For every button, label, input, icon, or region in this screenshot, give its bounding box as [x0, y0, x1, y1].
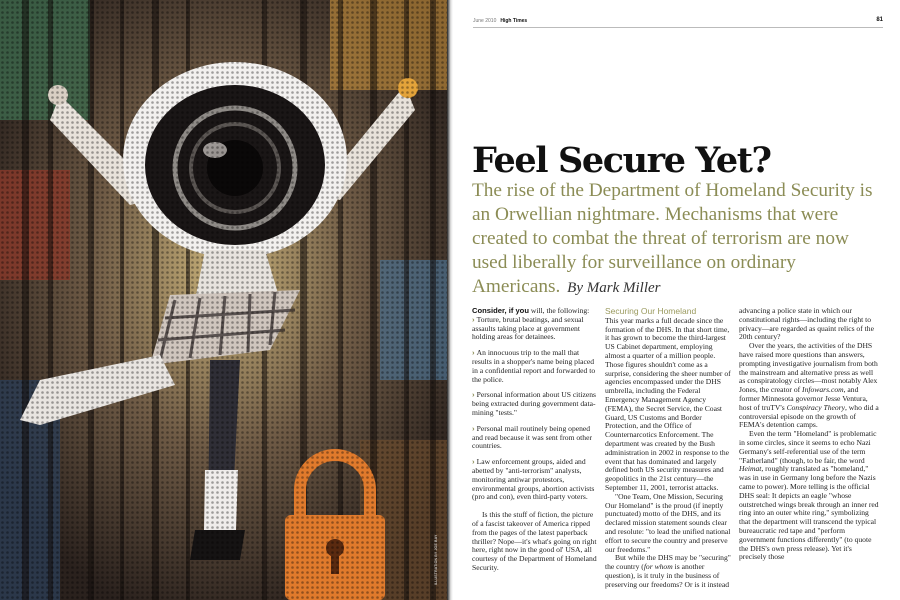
- bullet-item: › An innocuous trip to the mall that results in a shopper's name being placed in a confidential report and forwarded to the police.: [472, 348, 596, 384]
- body-paragraph: "One Team, One Mission, Securing Our Homeland" is the proud (if ineptly punctuated) motto of the DHS, and its declared mission statement sounds clear and resolute: "to lead the unified national effort to secure the country and preserve our freedoms.": [605, 491, 731, 554]
- arrow-icon: ›: [472, 457, 477, 467]
- body-paragraph: Is this the stuff of fiction, the picture of a fascist takeover of America ripped from the pages of the latest paperback thriller? Nope—it's what's going on right here, right now in the good ol' USA, all courtesy of the Department of Homeland Security.: [472, 510, 597, 572]
- arrow-icon: ›: [472, 348, 477, 358]
- body-paragraph: But while the DHS may be "securing" the country (for whom is another question), is it truly in the business of preserving our freedoms? Or is it instead: [605, 553, 731, 589]
- section-subhead: Securing Our Homeland: [605, 306, 697, 316]
- header-rule: [473, 27, 883, 28]
- issue-date: June 2010: [473, 18, 497, 24]
- magazine-name: High Times: [500, 18, 528, 24]
- running-head: [473, 18, 527, 24]
- lead-in: Consider, if you: [472, 306, 529, 315]
- illustration-credit: ILLUSTRATION BY JOE BAY: [434, 534, 438, 585]
- article-title: Feel Secure Yet?: [472, 140, 771, 181]
- bullet-item: › Torture, brutal beatings, and sexual assaults taking place at government holding areas for detainees.: [472, 314, 584, 342]
- bullet-item: › Personal mail routinely being opened and read because it was sent from other countries.: [472, 423, 592, 451]
- page-number: 81: [876, 17, 883, 23]
- arrow-icon: ›: [472, 423, 477, 433]
- arrow-icon: ›: [472, 314, 477, 324]
- bullet-item: › Personal information about US citizens being extracted during government data-mining "tests.": [472, 390, 597, 417]
- article-deck: [472, 179, 887, 300]
- body-column-2: [605, 307, 732, 590]
- article-page: [453, 0, 900, 600]
- body-column-3: [739, 307, 879, 562]
- body-paragraph: advancing a police state in which our constitutional rights—including the right to privacy—are regarded as quaint relics of the 20th century?: [739, 306, 874, 342]
- body-column-1: [472, 307, 599, 573]
- deck-text: The rise of the Department of Homeland Security is an Orwellian nightmare. Mechanisms that were created to combat the threat of terrorism are now used liberally for surveillance on ordinary Americans.: [472, 180, 873, 297]
- body-paragraph: This year marks a full decade since the formation of the DHS. In that short time, it has grown to become the third-largest US Cabinet department, employing almost a quarter of a million people. Those figures shouldn't come as a surprise, considering the sheer number of agencies encompassed under the DHS umbrella, including the Federal Emergency Management Agency (FEMA), the Secret Service, the Coast Guard, US Customs and Border Protection, and the Office of Counternarcotics Enforcement. The department was created by the Bush administration in 2002 in response to the event that has dominated and largely defined both US security measures and geopolitics in the 21st century—the September 11, 2001, terrorist attacks.: [605, 315, 731, 492]
- byline: By Mark Miller: [567, 280, 661, 296]
- body-paragraph: Over the years, the activities of the DHS have raised more questions than answers, prompting investigative journalism from both the mainstream and alternative press as well as conspiratology circles—most notably Alex Jones, the creator of Infowars.com, and former Minnesota governor Jesse Ventura, host of truTV's Conspiracy Theory, who did a controversial episode on the growth of FEMA's detention camps.: [739, 341, 879, 430]
- bullet-item: › Law enforcement groups, aided and abetted by "anti-terrorism" analysts, monitoring antiwar protestors, environmental groups, abortion activists (pro and con), even third-party voters.: [472, 457, 595, 502]
- body-paragraph: Even the term "Homeland" is problematic in some circles, since it seems to echo Nazi Germany's self-referential use of the term "Fatherland" (though, to be fair, the word Heimat, roughly translated as "homeland," was in use in Germany long before the Nazis came to power). More telling is the official DHS seal: It depicts an eagle "whose outstretched wings break through an inner red ring into an outer white ring," symbolizing that the department will transcend the typical bureaucratic red tape and "perform government functions differently" (to quote the DHS's own press release). Yet it's precisely those: [739, 429, 879, 562]
- arrow-icon: ›: [472, 390, 477, 400]
- lead-in-rest: will, the following:: [528, 306, 590, 315]
